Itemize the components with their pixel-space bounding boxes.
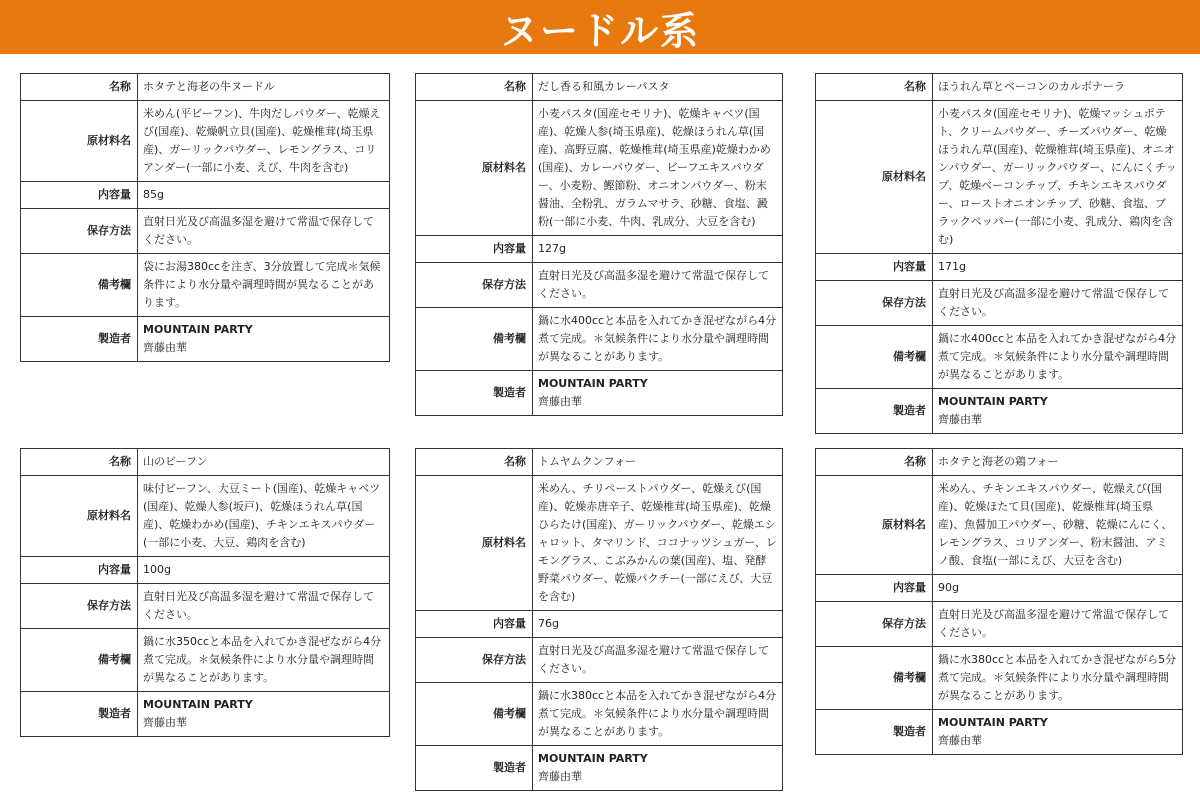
storage-value: 直射日光及び高温多湿を避けて常温で保存してください。 (533, 263, 783, 308)
name-label: 名称 (416, 449, 533, 476)
ingredients-value: 小麦パスタ(国産セモリナ)、乾燥キャベツ(国産)、乾燥人参(埼玉県産)、乾燥ほうれん草(国産)、高野豆腐、乾燥椎茸(埼玉県産)乾燥わかめ(国産)、カレーパウダー、ビーフエキスパウダー、小麦粉、鰹節粉、オニオンパウダー、粉末醤油、全粉乳、ガラムマサラ、砂糖、食塩、澱粉(一部に小麦、牛肉、乳成分、大豆を含む) (533, 101, 783, 236)
row-content (416, 611, 783, 638)
manufacturer-name: MOUNTAIN PARTY (538, 377, 648, 390)
name-value: ホタテと海老の牛ヌードル (138, 74, 390, 101)
manufacturer-value (533, 746, 783, 791)
manufacturer-value (138, 317, 390, 362)
name-label: 名称 (21, 74, 138, 101)
row-notes (416, 308, 783, 371)
manufacturer-value (533, 371, 783, 416)
name-value: 山のビーフン (138, 449, 390, 476)
storage-label: 保存方法 (416, 638, 533, 683)
name-label: 名称 (21, 449, 138, 476)
manufacturer-name: MOUNTAIN PARTY (938, 395, 1048, 408)
storage-value: 直射日光及び高温多湿を避けて常温で保存してください。 (933, 281, 1183, 326)
row-notes (816, 647, 1183, 710)
row-name (816, 74, 1183, 101)
notes-label: 備考欄 (816, 326, 933, 389)
storage-label: 保存方法 (416, 263, 533, 308)
manufacturer-name: MOUNTAIN PARTY (143, 698, 253, 711)
storage-value: 直射日光及び高温多湿を避けて常温で保存してください。 (138, 584, 390, 629)
product-table (20, 73, 390, 362)
notes-label: 備考欄 (416, 308, 533, 371)
content-label: 内容量 (21, 182, 138, 209)
manufacturer-person: 齊藤由華 (938, 413, 982, 426)
manufacturer-person: 齊藤由華 (538, 395, 582, 408)
notes-label: 備考欄 (816, 647, 933, 710)
notes-value: 鍋に水350ccと本品を入れてかき混ぜながら4分煮て完成。＊気候条件により水分量や調理時間が異なることがあります。 (138, 629, 390, 692)
ingredients-value: 米めん、チキンエキスパウダー、乾燥えび(国産)、乾燥ほたて貝(国産)、乾燥椎茸(埼玉県産)、魚醤加工パウダー、砂糖、乾燥にんにく、レモングラス、コリアンダー、粉末醤油、アミノ酸、食塩(一部にえび、大豆を含む) (933, 476, 1183, 575)
product-table (415, 448, 783, 791)
ingredients-value: 小麦パスタ(国産セモリナ)、乾燥マッシュポテト、クリームパウダー、チーズパウダー、乾燥ほうれん草(国産)、乾燥椎茸(埼玉県産)、オニオンパウダー、ガーリックパウダー、にんにくチップ、乾燥ベーコンチップ、チキンエキスパウダー、ローストオニオンチップ、砂糖、食塩、ブラックペッパー(一部に小麦、乳成分、鶏肉を含む) (933, 101, 1183, 254)
row-manufacturer (21, 317, 390, 362)
row-content (816, 254, 1183, 281)
row-storage (21, 584, 390, 629)
row-content (816, 575, 1183, 602)
name-label: 名称 (816, 449, 933, 476)
ingredients-label: 原材料名 (21, 101, 138, 182)
content-value: 171g (933, 254, 1183, 281)
manufacturer-person: 齊藤由華 (143, 716, 187, 729)
row-ingredients (816, 101, 1183, 254)
manufacturer-label: 製造者 (416, 371, 533, 416)
notes-label: 備考欄 (21, 629, 138, 692)
manufacturer-name: MOUNTAIN PARTY (538, 752, 648, 765)
content-label: 内容量 (816, 575, 933, 602)
manufacturer-value (933, 389, 1183, 434)
manufacturer-person: 齊藤由華 (538, 770, 582, 783)
row-ingredients (416, 101, 783, 236)
notes-label: 備考欄 (416, 683, 533, 746)
storage-label: 保存方法 (21, 209, 138, 254)
name-label: 名称 (416, 74, 533, 101)
row-notes (816, 326, 1183, 389)
row-name (416, 74, 783, 101)
notes-value: 袋にお湯380ccを注ぎ、3分放置して完成＊気候条件により水分量や調理時間が異なることがあります。 (138, 254, 390, 317)
notes-value: 鍋に水380ccと本品を入れてかき混ぜながら5分煮て完成。＊気候条件により水分量や調理時間が異なることがあります。 (933, 647, 1183, 710)
content-value: 127g (533, 236, 783, 263)
manufacturer-label: 製造者 (21, 317, 138, 362)
manufacturer-value (933, 710, 1183, 755)
content-label: 内容量 (816, 254, 933, 281)
manufacturer-name: MOUNTAIN PARTY (143, 323, 253, 336)
manufacturer-label: 製造者 (816, 389, 933, 434)
storage-value: 直射日光及び高温多湿を避けて常温で保存してください。 (933, 602, 1183, 647)
storage-label: 保存方法 (816, 602, 933, 647)
row-manufacturer (816, 710, 1183, 755)
row-content (416, 236, 783, 263)
content-label: 内容量 (21, 557, 138, 584)
row-notes (21, 629, 390, 692)
row-storage (816, 281, 1183, 326)
row-manufacturer (21, 692, 390, 737)
row-ingredients (21, 476, 390, 557)
name-value: だし香る和風カレーパスタ (533, 74, 783, 101)
ingredients-value: 味付ビーフン、大豆ミート(国産)、乾燥キャベツ(国産)、乾燥人参(坂戸)、乾燥ほうれん草(国産)、乾燥わかめ(国産)、チキンエキスパウダー(一部に小麦、大豆、鶏肉を含む) (138, 476, 390, 557)
header-banner (0, 0, 1200, 54)
row-notes (416, 683, 783, 746)
manufacturer-label: 製造者 (21, 692, 138, 737)
page-title: ヌードル系 (499, 8, 700, 53)
notes-value: 鍋に水400ccと本品を入れてかき混ぜながら4分煮て完成。＊気候条件により水分量や調理時間が異なることがあります。 (533, 308, 783, 371)
name-value: ホタテと海老の鶏フォー (933, 449, 1183, 476)
row-ingredients (816, 476, 1183, 575)
ingredients-label: 原材料名 (21, 476, 138, 557)
notes-label: 備考欄 (21, 254, 138, 317)
product-table (815, 448, 1183, 755)
manufacturer-label: 製造者 (816, 710, 933, 755)
row-storage (416, 638, 783, 683)
row-content (21, 557, 390, 584)
row-notes (21, 254, 390, 317)
row-content (21, 182, 390, 209)
row-name (21, 74, 390, 101)
row-name (21, 449, 390, 476)
row-storage (21, 209, 390, 254)
row-manufacturer (416, 746, 783, 791)
manufacturer-person: 齊藤由華 (143, 341, 187, 354)
name-value: ほうれん草とベーコンのカルボナーラ (933, 74, 1183, 101)
content-label: 内容量 (416, 236, 533, 263)
product-table (415, 73, 783, 416)
content-value: 100g (138, 557, 390, 584)
name-label: 名称 (816, 74, 933, 101)
ingredients-value: 米めん、チリペーストパウダー、乾燥えび(国産)、乾燥赤唐辛子、乾燥椎茸(埼玉県産)、乾燥ひらたけ(国産)、ガーリックパウダー、乾燥エシャロット、タマリンド、ココナッツシュガー、レモングラス、こぶみかんの葉(国産)、塩、発酵野菜パウダー、乾燥パクチー(一部にえび、大豆を含む) (533, 476, 783, 611)
content-value: 85g (138, 182, 390, 209)
content-label: 内容量 (416, 611, 533, 638)
manufacturer-label: 製造者 (416, 746, 533, 791)
product-table (20, 448, 390, 737)
name-value: トムヤムクンフォー (533, 449, 783, 476)
storage-label: 保存方法 (816, 281, 933, 326)
row-ingredients (416, 476, 783, 611)
content-value: 76g (533, 611, 783, 638)
storage-label: 保存方法 (21, 584, 138, 629)
manufacturer-name: MOUNTAIN PARTY (938, 716, 1048, 729)
row-storage (816, 602, 1183, 647)
ingredients-label: 原材料名 (816, 476, 933, 575)
product-table (815, 73, 1183, 434)
row-manufacturer (816, 389, 1183, 434)
notes-value: 鍋に水400ccと本品を入れてかき混ぜながら4分煮て完成。＊気候条件により水分量や調理時間が異なることがあります。 (933, 326, 1183, 389)
row-manufacturer (416, 371, 783, 416)
ingredients-label: 原材料名 (816, 101, 933, 254)
ingredients-label: 原材料名 (416, 476, 533, 611)
row-name (816, 449, 1183, 476)
content-value: 90g (933, 575, 1183, 602)
row-ingredients (21, 101, 390, 182)
ingredients-label: 原材料名 (416, 101, 533, 236)
ingredients-value: 米めん(平ビーフン)、牛肉だしパウダー、乾燥えび(国産)、乾燥帆立貝(国産)、乾燥椎茸(埼玉県産)、ガーリックパウダー、レモングラス、コリアンダー(一部に小麦、えび、牛肉を含む) (138, 101, 390, 182)
manufacturer-person: 齊藤由華 (938, 734, 982, 747)
storage-value: 直射日光及び高温多湿を避けて常温で保存してください。 (533, 638, 783, 683)
manufacturer-value (138, 692, 390, 737)
notes-value: 鍋に水380ccと本品を入れてかき混ぜながら4分煮て完成。＊気候条件により水分量や調理時間が異なることがあります。 (533, 683, 783, 746)
storage-value: 直射日光及び高温多湿を避けて常温で保存してください。 (138, 209, 390, 254)
row-storage (416, 263, 783, 308)
row-name (416, 449, 783, 476)
